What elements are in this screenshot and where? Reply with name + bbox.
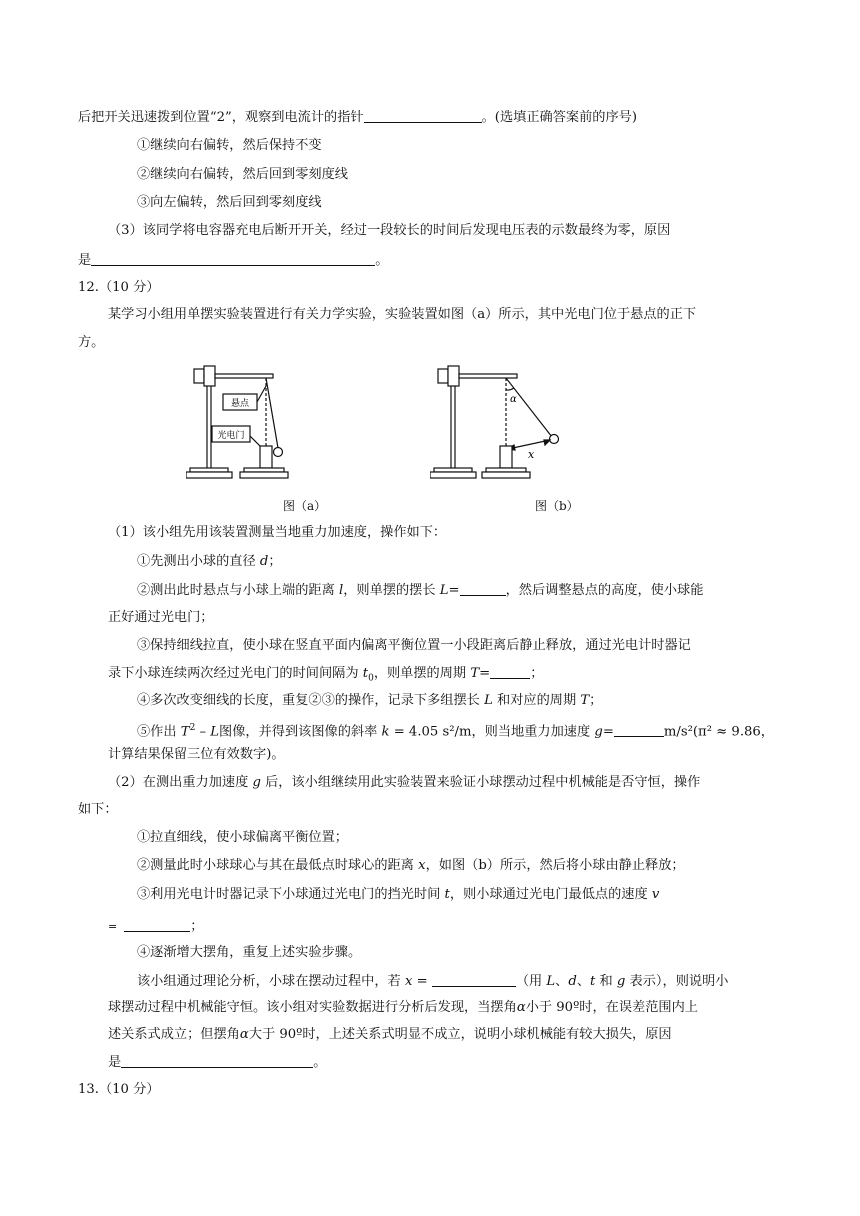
option-1: ①继续向右偏转，然后保持不变 xyxy=(137,138,322,153)
step-3-cont xyxy=(108,664,543,688)
q12-intro-2: 方。 xyxy=(78,335,105,350)
q12-part1: （1）该小组先用该装置测量当地重力加速度，操作如下： xyxy=(108,525,447,540)
semicolon: ； xyxy=(190,919,204,934)
method-3-text: ③利用光电计时器记录下小球通过光电门的挡光时间 xyxy=(137,887,445,902)
label-alpha: α xyxy=(510,394,517,405)
conclusion-text-d: 表示），则说明小 xyxy=(629,974,729,989)
q11-text: 后把开关迅速拨到位置“2”，观察到电流计的指针 xyxy=(78,110,364,125)
equals: = xyxy=(479,666,491,681)
conclusion-line-1: 该小组通过理论分析，小球在摆动过程中，若 x = （用 L、d、t 和 g 表示），则说明小 xyxy=(137,974,729,989)
step-5-cont: 计算结果保留三位有效数字)。 xyxy=(108,747,285,762)
q13-header: 13.（10 分） xyxy=(78,1082,160,1097)
conclusion-line-2: 球摆动过程中机械能守恒。该小组对实验数据进行分析后发现，当摆角α小于 90º时，在误差范围内上 xyxy=(108,1000,698,1015)
pendulum-bob xyxy=(550,435,559,444)
conclusion-text: 该小组通过理论分析，小球在摆动过程中，若 xyxy=(137,974,405,989)
step-2-text: ②测出此时悬点与小球上端的距离 xyxy=(137,583,340,598)
var-t: t xyxy=(362,666,369,681)
step-3-text-b: 录下小球连续两次经过光电门的时间间隔为 xyxy=(108,666,363,681)
answer-blank[interactable] xyxy=(121,1053,313,1068)
conclusion-line-4 xyxy=(108,1053,326,1072)
var-v: v xyxy=(651,887,660,902)
photogate xyxy=(500,446,512,468)
equals: = xyxy=(448,583,460,598)
answer-blank[interactable] xyxy=(460,581,506,596)
conclusion-text-c: （用 xyxy=(515,974,547,989)
answer-blank[interactable] xyxy=(490,664,530,679)
clamp-screw xyxy=(194,369,204,383)
label-pivot: 悬点 xyxy=(230,399,250,409)
period: 。 xyxy=(313,1055,327,1070)
step-5-text-b: 图像，并得到该图像的斜率 xyxy=(219,724,382,740)
var-t: t xyxy=(444,887,450,902)
clamp-block xyxy=(204,366,215,386)
q12-header: 12.（10 分） xyxy=(78,280,160,295)
conclusion-3-text-b: 大于 90º时，上述关系式明显不成立，说明小球机械能有较大损失，原因 xyxy=(248,1027,672,1042)
equals: = xyxy=(108,920,118,933)
option-2: ②继续向右偏转，然后回到零刻度线 xyxy=(137,167,348,182)
answer-blank[interactable] xyxy=(364,108,482,123)
photogate xyxy=(260,446,272,468)
var-L: L xyxy=(439,583,449,598)
step-1-text: ①先测出小球的直径 xyxy=(137,554,260,569)
conclusion-2-text: 球摆动过程中机械能守恒。该小组对实验数据进行分析后发现，当摆角 xyxy=(108,1000,517,1015)
step-3-text-c: ，则单摆的周期 xyxy=(373,666,471,681)
var-l: l xyxy=(339,583,344,598)
label-x: x xyxy=(528,448,535,461)
semicolon: ； xyxy=(589,693,603,708)
part2-text-b: 后，该小组继续用此实验装置来验证小球摆动过程中机械能是否守恒，操作 xyxy=(260,775,701,790)
var-g: g xyxy=(252,775,261,790)
method-step-2 xyxy=(137,857,685,875)
step-5-text-c: = 4.05 s²/m，则当地重力加速度 xyxy=(389,724,595,740)
label-photogate: 光电门 xyxy=(217,431,245,441)
figure-b-pendulum-displaced xyxy=(430,360,570,485)
answer-blank[interactable] xyxy=(614,722,664,737)
step-2-text-d: ，然后调整悬点的高度，使小球能 xyxy=(505,583,704,598)
equals: = xyxy=(412,974,432,989)
var-T: T xyxy=(580,693,590,708)
equals: = xyxy=(602,724,614,740)
q12-part2 xyxy=(108,774,700,792)
option-3: ③向左偏转，然后回到零刻度线 xyxy=(137,195,322,210)
q11-p3-post: 。 xyxy=(375,253,389,268)
var-T: T xyxy=(470,666,480,681)
q11-p3-pre: 是 xyxy=(78,253,92,268)
conclusion-line-3: 述关系式成立；但摆角α大于 90º时，上述关系式明显不成立，说明小球机械能有较大损失，原因 xyxy=(108,1027,672,1042)
method-step-1: ①拉直细线，使小球偏离平衡位置； xyxy=(137,830,348,845)
step-4-text: ④多次改变细线的长度，重复②③的操作，记录下多组摆长 xyxy=(137,693,485,708)
method-3-text-b: ，则小球通过光电门最低点的速度 xyxy=(449,887,652,902)
step-5: ⑤作出 $T^2$ – L图像，并得到该图像的斜率 k = 4.05 s²/m，则当地重力加速度 g= m/s²(π² ≈ 9.86， xyxy=(137,723,774,740)
subscript-0: 0 xyxy=(368,673,374,684)
var-L: L xyxy=(484,693,493,708)
answer-blank[interactable] xyxy=(124,917,190,932)
q11-text-end: 。(选填正确答案前的序号) xyxy=(481,110,637,125)
caption-figure-b: 图（b） xyxy=(535,499,579,513)
step-5-text-e: m/s²(π² ≈ 9.86， xyxy=(663,724,774,740)
conclusion-2-text-b: 小于 90º时，在误差范围内上 xyxy=(525,1000,698,1015)
q11-part3: （3）该同学将电容器充电后断开开关，经过一段较长的时间后发现电压表的示数最终为零，原因 xyxy=(108,223,671,238)
caption-figure-a: 图（a） xyxy=(283,499,327,513)
step-4-text-b: 和对应的周期 xyxy=(492,693,581,708)
step-2-text-b: ，则单摆的摆长 xyxy=(343,583,440,598)
figure-a-pendulum-apparatus xyxy=(186,360,306,485)
answer-blank[interactable] xyxy=(91,251,375,266)
answer-blank[interactable] xyxy=(432,972,516,987)
semicolon: ； xyxy=(530,666,544,681)
method-2-text: ②测量此时小球球心与其在最低点时球心的距离 xyxy=(137,858,419,873)
pendulum-bob xyxy=(274,448,283,457)
q11-line xyxy=(78,108,637,127)
conclusion-3-text: 述关系式成立；但摆角 xyxy=(108,1027,240,1042)
step-1 xyxy=(137,553,282,571)
step-4 xyxy=(137,692,602,710)
q12-intro: 某学习小组用单摆实验装置进行有关力学实验，实验装置如图（a）所示，其中光电门位于悬点的正下 xyxy=(108,307,697,322)
step-1-end: ； xyxy=(268,554,282,569)
var-d: d xyxy=(259,554,269,569)
q11-part3-line2 xyxy=(78,251,388,270)
method-2-text-b: ，如图（b）所示，然后将小球由静止释放； xyxy=(425,858,685,873)
method-step-3 xyxy=(137,886,659,904)
q12-part2-cont: 如下： xyxy=(78,802,118,817)
var-x: x xyxy=(404,974,413,989)
step-5-text: ⑤作出 xyxy=(137,724,181,740)
step-2 xyxy=(137,581,703,600)
step-3: ③保持细线拉直，使小球在竖直平面内偏离平衡位置一小段距离后静止释放，通过光电计时器记 xyxy=(137,638,691,653)
part2-text: （2）在测出重力加速度 xyxy=(108,775,253,790)
conclusion-4-text: 是 xyxy=(108,1055,122,1070)
step-2-cont: 正好通过光电门； xyxy=(108,610,214,625)
velocity-answer xyxy=(108,917,203,936)
var-x: x xyxy=(418,858,426,873)
method-step-4: ④逐渐增大摆角，重复上述实验步骤。 xyxy=(137,945,362,960)
